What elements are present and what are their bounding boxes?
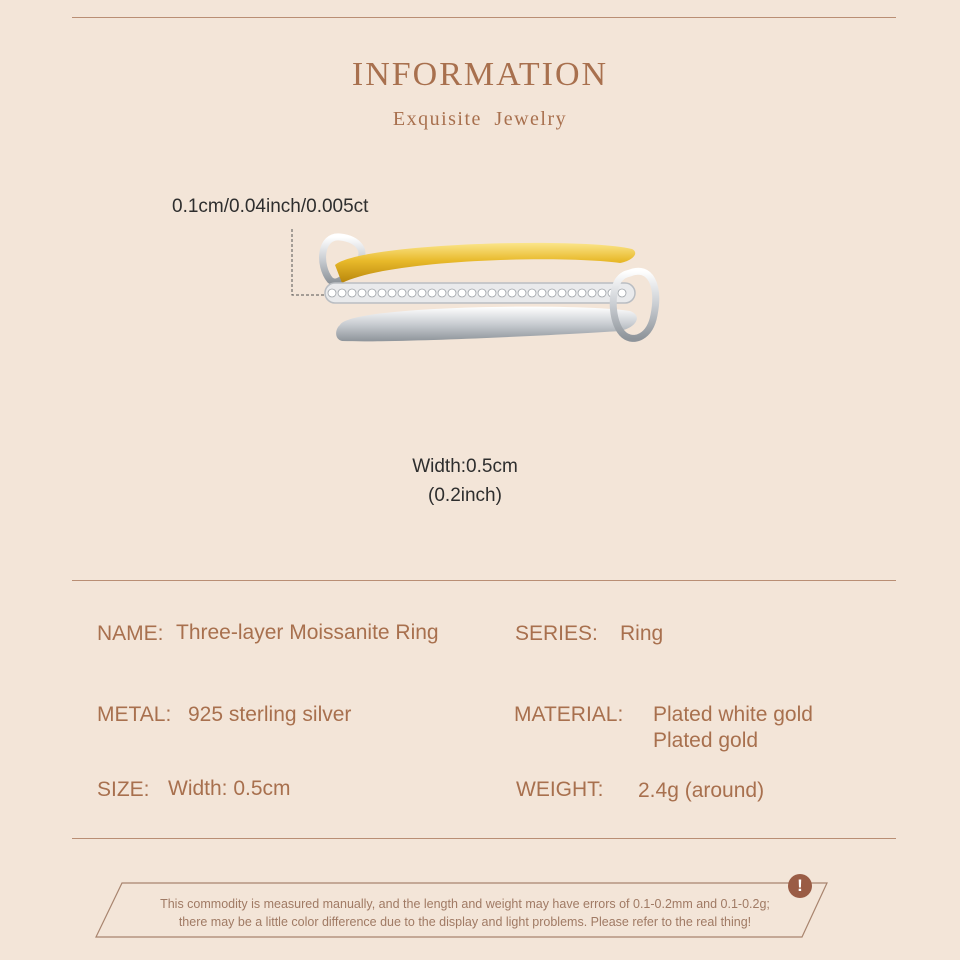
silver-band xyxy=(336,307,637,342)
middle-divider xyxy=(72,580,896,581)
metal-label: METAL: xyxy=(97,703,172,726)
right-link-loop xyxy=(613,271,656,338)
notice-text xyxy=(95,895,835,931)
top-divider xyxy=(72,17,896,18)
series-label: SERIES: xyxy=(515,622,598,645)
exclamation-icon: ! xyxy=(788,874,812,898)
gold-band xyxy=(335,243,635,283)
width-annotation xyxy=(0,452,930,510)
name-value: Three-layer Moissanite Ring xyxy=(176,621,439,644)
name-label: NAME: xyxy=(97,622,164,645)
size-label: SIZE: xyxy=(97,778,150,801)
bottom-divider xyxy=(72,838,896,839)
ring-image xyxy=(280,225,680,365)
metal-value: 925 sterling silver xyxy=(188,703,352,726)
width-annotation-inch: (0.2inch) xyxy=(428,485,502,506)
weight-value: 2.4g (around) xyxy=(638,779,765,802)
series-value: Ring xyxy=(620,622,664,645)
material-value-white-gold: Plated white gold xyxy=(653,703,813,726)
weight-label: WEIGHT: xyxy=(516,778,604,801)
width-annotation-cm: Width:0.5cm xyxy=(412,456,518,477)
material-value-gold: Plated gold xyxy=(653,729,759,752)
notice-line-2: there may be a little color difference due to the display and light problems. Please refer to the real thing! xyxy=(178,915,752,929)
material-label: MATERIAL: xyxy=(514,703,624,726)
page-subtitle: Exquisite Jewelry xyxy=(392,108,568,130)
size-value: Width: 0.5cm xyxy=(168,777,291,800)
notice-line-1: This commodity is measured manually, and the length and weight may have errors of 0.1-0.2mm and 0.1-0.2g; xyxy=(160,897,770,911)
page-title: INFORMATION xyxy=(351,56,609,93)
stone-size-annotation: 0.1cm/0.04inch/0.005ct xyxy=(172,196,369,217)
